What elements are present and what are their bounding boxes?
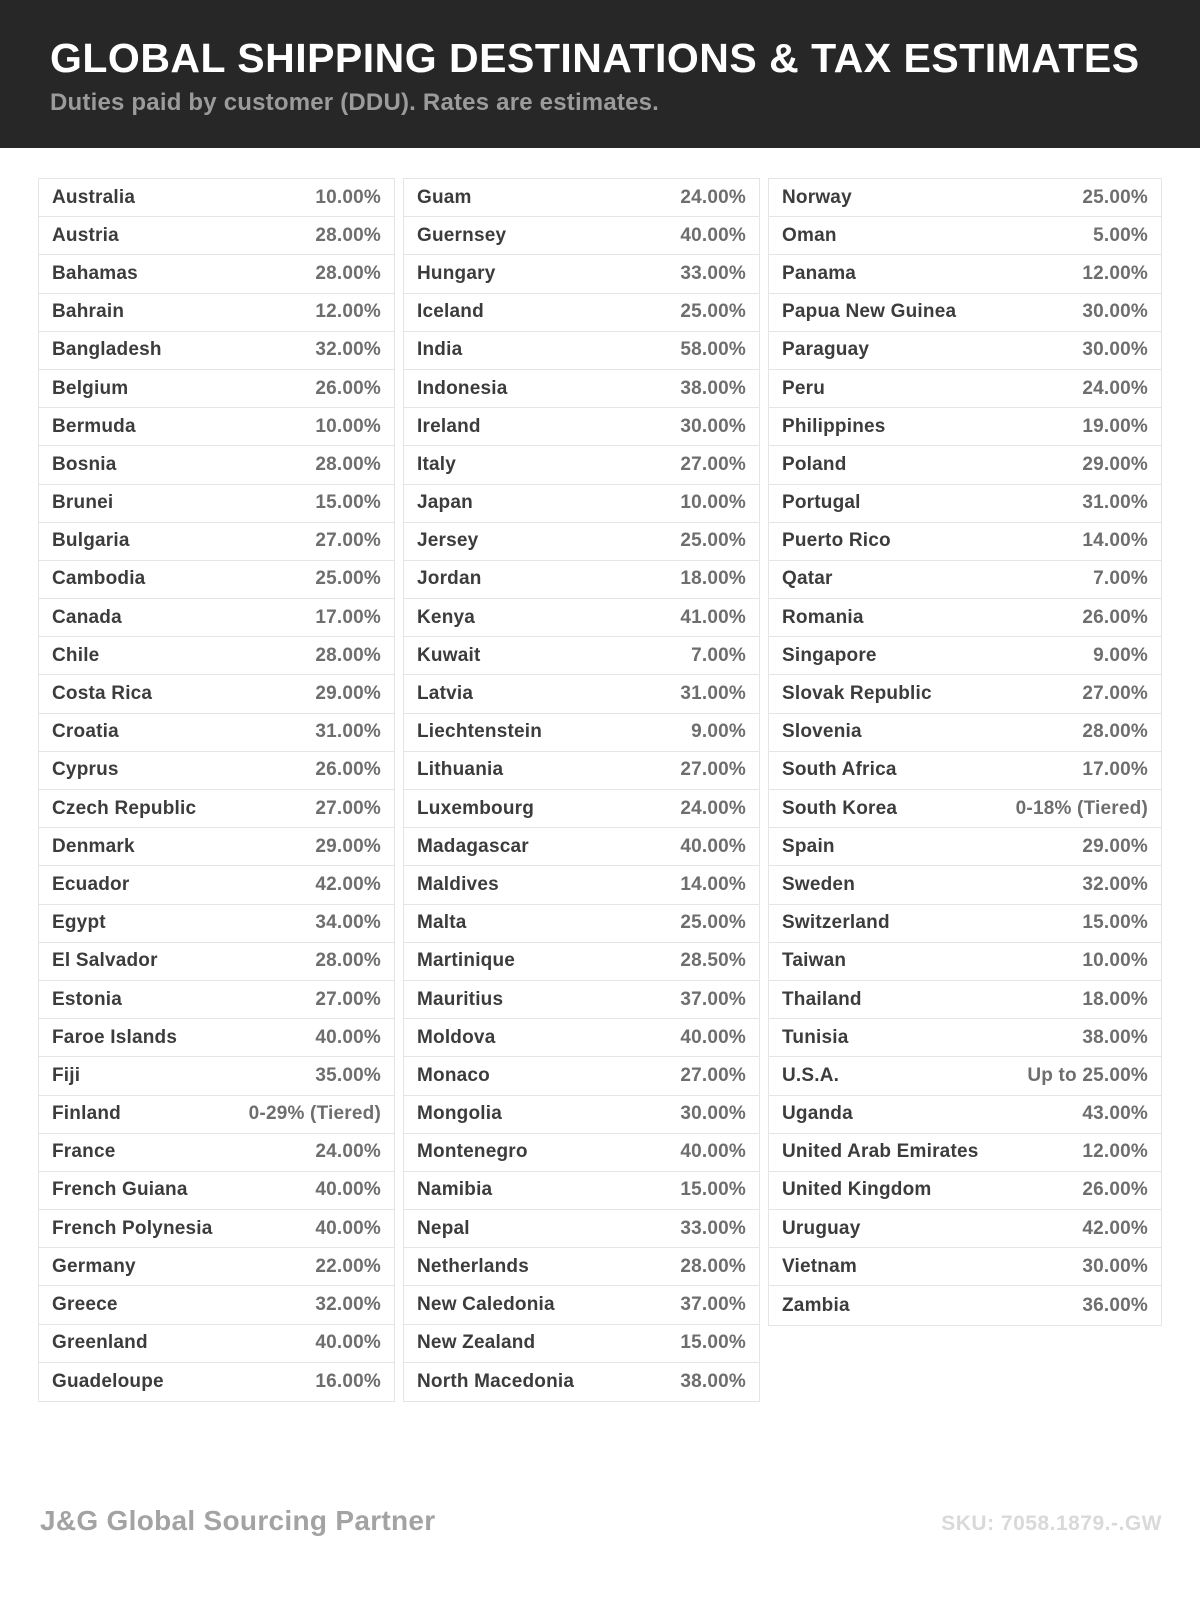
- sku-label: SKU: 7058.1879.-.GW: [941, 1512, 1162, 1535]
- table-row: [404, 637, 759, 675]
- tax-rate: 29.00%: [315, 683, 381, 705]
- table-row: [404, 943, 759, 981]
- country-name: Bahamas: [52, 262, 138, 284]
- tax-rate: 40.00%: [315, 1026, 381, 1048]
- country-name: Bulgaria: [52, 530, 130, 552]
- country-name: Faroe Islands: [52, 1026, 178, 1048]
- country-name: Lithuania: [417, 759, 504, 781]
- table-row: [404, 828, 759, 866]
- country-name: Guernsey: [417, 224, 507, 246]
- tax-rate: 38.00%: [680, 1370, 746, 1392]
- tax-rate: 25.00%: [680, 301, 746, 323]
- tax-rate: 40.00%: [680, 1026, 746, 1048]
- country-name: Sweden: [782, 873, 855, 895]
- tax-rate: 43.00%: [1082, 1103, 1148, 1125]
- country-name: Denmark: [52, 835, 135, 857]
- tax-rate: 40.00%: [315, 1332, 381, 1354]
- tax-rate: 15.00%: [680, 1332, 746, 1354]
- country-name: Guadeloupe: [52, 1370, 164, 1392]
- country-name: Ecuador: [52, 873, 130, 895]
- tax-rate: 38.00%: [1082, 1026, 1148, 1048]
- table-row: [769, 905, 1161, 943]
- tax-rate: 28.00%: [315, 950, 381, 972]
- tax-rate: 31.00%: [680, 683, 746, 705]
- tax-rate: 27.00%: [315, 530, 381, 552]
- tax-rate: 12.00%: [1082, 1141, 1148, 1163]
- table-row: [39, 943, 394, 981]
- table-row: [39, 828, 394, 866]
- country-name: South Korea: [782, 797, 898, 819]
- country-name: Egypt: [52, 912, 106, 934]
- tax-rate: 38.00%: [680, 377, 746, 399]
- country-name: Bermuda: [52, 415, 136, 437]
- table-row: [769, 446, 1161, 484]
- tax-rate: 28.00%: [315, 224, 381, 246]
- tax-rate: 31.00%: [1082, 492, 1148, 514]
- table-row: [404, 217, 759, 255]
- table-row: [404, 561, 759, 599]
- country-name: Bahrain: [52, 301, 125, 323]
- table-row: [769, 599, 1161, 637]
- country-name: Thailand: [782, 988, 862, 1010]
- table-row: [404, 1210, 759, 1248]
- tax-rate: 25.00%: [315, 568, 381, 590]
- tax-rate: 40.00%: [680, 224, 746, 246]
- table-row: [39, 599, 394, 637]
- country-name: Romania: [782, 606, 864, 628]
- table-row: [769, 1286, 1161, 1324]
- table-row: [39, 1134, 394, 1172]
- tax-rate: 41.00%: [680, 606, 746, 628]
- tax-rate: 7.00%: [1093, 568, 1148, 590]
- tax-rate: 26.00%: [315, 377, 381, 399]
- table-row: [769, 1172, 1161, 1210]
- country-name: Peru: [782, 377, 826, 399]
- country-name: Brunei: [52, 492, 114, 514]
- tax-rate: 30.00%: [680, 415, 746, 437]
- table-row: [769, 255, 1161, 293]
- table-row: [404, 790, 759, 828]
- table-row: [769, 981, 1161, 1019]
- tax-rate: 10.00%: [680, 492, 746, 514]
- table-row: [39, 1210, 394, 1248]
- tax-rate: 40.00%: [680, 835, 746, 857]
- table-row: [39, 1248, 394, 1286]
- table-row: [404, 1019, 759, 1057]
- tax-rate: 30.00%: [1082, 339, 1148, 361]
- tax-rate: 10.00%: [315, 186, 381, 208]
- country-name: Hungary: [417, 262, 496, 284]
- tax-rate: 24.00%: [680, 797, 746, 819]
- table-row: [404, 1286, 759, 1324]
- tax-rate: 25.00%: [1082, 186, 1148, 208]
- country-name: Germany: [52, 1255, 136, 1277]
- country-name: Netherlands: [417, 1255, 530, 1277]
- table-row: [404, 370, 759, 408]
- table-column-3: [768, 178, 1162, 1326]
- tax-rate: 33.00%: [680, 1217, 746, 1239]
- tax-rate: Up to 25.00%: [1027, 1064, 1148, 1086]
- country-name: Cambodia: [52, 568, 146, 590]
- table-row: [404, 1096, 759, 1134]
- table-row: [404, 1057, 759, 1095]
- tax-rate: 0-29% (Tiered): [248, 1103, 381, 1125]
- table-row: [39, 485, 394, 523]
- tax-rate: 37.00%: [680, 1294, 746, 1316]
- tax-rate: 32.00%: [1082, 873, 1148, 895]
- table-row: [769, 1057, 1161, 1095]
- table-row: [769, 1096, 1161, 1134]
- country-name: Singapore: [782, 644, 877, 666]
- country-name: Panama: [782, 262, 857, 284]
- page-header: [0, 0, 1200, 148]
- tax-rate: 30.00%: [1082, 1255, 1148, 1277]
- tax-rate: 30.00%: [680, 1103, 746, 1125]
- tax-rate: 9.00%: [691, 721, 746, 743]
- country-name: Cyprus: [52, 759, 119, 781]
- table-row: [769, 179, 1161, 217]
- tax-rate: 58.00%: [680, 339, 746, 361]
- tax-rate: 9.00%: [1093, 644, 1148, 666]
- tax-rate: 32.00%: [315, 1294, 381, 1316]
- country-name: Moldova: [417, 1026, 496, 1048]
- tax-rate-table: [38, 178, 1162, 1402]
- table-row: [39, 752, 394, 790]
- tax-rate: 28.00%: [315, 644, 381, 666]
- table-row: [404, 1363, 759, 1401]
- tax-rate: 16.00%: [315, 1370, 381, 1392]
- country-name: Paraguay: [782, 339, 870, 361]
- country-name: Montenegro: [417, 1141, 528, 1163]
- tax-rate: 26.00%: [315, 759, 381, 781]
- tax-rate: 27.00%: [315, 988, 381, 1010]
- country-name: India: [417, 339, 463, 361]
- country-name: Guam: [417, 186, 472, 208]
- table-row: [404, 714, 759, 752]
- tax-rate: 24.00%: [1082, 377, 1148, 399]
- table-row: [39, 446, 394, 484]
- tax-rate: 24.00%: [680, 186, 746, 208]
- page-title: GLOBAL SHIPPING DESTINATIONS & TAX ESTIMATES: [50, 35, 1140, 81]
- table-row: [39, 408, 394, 446]
- country-name: North Macedonia: [417, 1370, 575, 1392]
- country-name: Slovenia: [782, 721, 862, 743]
- country-name: United Kingdom: [782, 1179, 932, 1201]
- country-name: Italy: [417, 453, 457, 475]
- table-row: [769, 1134, 1161, 1172]
- country-name: Finland: [52, 1103, 121, 1125]
- table-row: [769, 1019, 1161, 1057]
- table-row: [39, 255, 394, 293]
- tax-rate: 33.00%: [680, 262, 746, 284]
- table-row: [404, 599, 759, 637]
- country-name: Austria: [52, 224, 119, 246]
- country-name: New Zealand: [417, 1332, 536, 1354]
- tax-rate: 29.00%: [1082, 835, 1148, 857]
- table-row: [39, 637, 394, 675]
- country-name: Norway: [782, 186, 852, 208]
- table-row: [404, 1325, 759, 1363]
- table-row: [404, 332, 759, 370]
- country-name: Nepal: [417, 1217, 470, 1239]
- tax-rate: 27.00%: [1082, 683, 1148, 705]
- country-name: French Polynesia: [52, 1217, 213, 1239]
- tax-rate: 25.00%: [680, 912, 746, 934]
- tax-rate: 0-18% (Tiered): [1015, 797, 1148, 819]
- country-name: Canada: [52, 606, 122, 628]
- country-name: Luxembourg: [417, 797, 535, 819]
- table-row: [769, 294, 1161, 332]
- country-name: Philippines: [782, 415, 886, 437]
- tax-rate: 36.00%: [1082, 1294, 1148, 1316]
- table-row: [769, 370, 1161, 408]
- country-name: Slovak Republic: [782, 683, 932, 705]
- country-name: Iceland: [417, 301, 484, 323]
- tax-rate: 28.00%: [315, 262, 381, 284]
- tax-rate: 26.00%: [1082, 1179, 1148, 1201]
- table-row: [39, 179, 394, 217]
- country-name: Czech Republic: [52, 797, 197, 819]
- country-name: Vietnam: [782, 1255, 857, 1277]
- country-name: Martinique: [417, 950, 516, 972]
- tax-rate: 42.00%: [315, 873, 381, 895]
- table-row: [769, 714, 1161, 752]
- table-row: [769, 637, 1161, 675]
- table-row: [39, 866, 394, 904]
- tax-rate: 24.00%: [315, 1141, 381, 1163]
- country-name: Australia: [52, 186, 136, 208]
- tax-rate: 29.00%: [315, 835, 381, 857]
- country-name: Taiwan: [782, 950, 847, 972]
- tax-rate: 10.00%: [1082, 950, 1148, 972]
- country-name: Indonesia: [417, 377, 508, 399]
- country-name: Greece: [52, 1294, 118, 1316]
- country-name: Ireland: [417, 415, 481, 437]
- tax-rate: 31.00%: [315, 721, 381, 743]
- country-name: Poland: [782, 453, 847, 475]
- table-row: [39, 675, 394, 713]
- country-name: Bangladesh: [52, 339, 162, 361]
- tax-rate: 22.00%: [315, 1255, 381, 1277]
- country-name: Kuwait: [417, 644, 481, 666]
- table-row: [404, 1134, 759, 1172]
- country-name: Belgium: [52, 377, 129, 399]
- country-name: New Caledonia: [417, 1294, 555, 1316]
- tax-rate: 26.00%: [1082, 606, 1148, 628]
- country-name: Bosnia: [52, 453, 117, 475]
- table-row: [404, 1248, 759, 1286]
- country-name: Switzerland: [782, 912, 890, 934]
- tax-rate: 10.00%: [315, 415, 381, 437]
- tax-rate: 28.00%: [1082, 721, 1148, 743]
- tax-rate: 42.00%: [1082, 1217, 1148, 1239]
- country-name: Latvia: [417, 683, 474, 705]
- page-footer: [40, 1505, 1162, 1537]
- tax-rate: 17.00%: [1082, 759, 1148, 781]
- country-name: U.S.A.: [782, 1064, 840, 1086]
- country-name: Mongolia: [417, 1103, 502, 1125]
- country-name: Uganda: [782, 1103, 853, 1125]
- table-row: [769, 828, 1161, 866]
- page-subtitle: Duties paid by customer (DDU). Rates are estimates.: [50, 89, 660, 117]
- table-row: [404, 905, 759, 943]
- country-name: Tunisia: [782, 1026, 849, 1048]
- table-row: [769, 561, 1161, 599]
- tax-rate: 12.00%: [1082, 262, 1148, 284]
- tax-rate: 29.00%: [1082, 453, 1148, 475]
- tax-rate: 25.00%: [680, 530, 746, 552]
- table-row: [769, 1210, 1161, 1248]
- table-row: [39, 1096, 394, 1134]
- table-row: [39, 561, 394, 599]
- table-row: [404, 446, 759, 484]
- country-name: French Guiana: [52, 1179, 188, 1201]
- tax-rate: 14.00%: [680, 873, 746, 895]
- table-row: [404, 752, 759, 790]
- country-name: Liechtenstein: [417, 721, 543, 743]
- tax-rate: 28.00%: [680, 1255, 746, 1277]
- country-name: Papua New Guinea: [782, 301, 957, 323]
- table-row: [769, 408, 1161, 446]
- table-row: [769, 790, 1161, 828]
- tax-rate: 15.00%: [680, 1179, 746, 1201]
- tax-rate: 35.00%: [315, 1064, 381, 1086]
- tax-rate: 14.00%: [1082, 530, 1148, 552]
- tax-rate: 27.00%: [680, 453, 746, 475]
- table-row: [39, 714, 394, 752]
- country-name: South Africa: [782, 759, 897, 781]
- table-row: [39, 905, 394, 943]
- table-row: [39, 1172, 394, 1210]
- tax-rate: 7.00%: [691, 644, 746, 666]
- table-column-1: [38, 178, 395, 1402]
- country-name: United Arab Emirates: [782, 1141, 979, 1163]
- country-name: Estonia: [52, 988, 123, 1010]
- tax-rate: 28.00%: [315, 453, 381, 475]
- country-name: Maldives: [417, 873, 499, 895]
- country-name: Madagascar: [417, 835, 529, 857]
- table-row: [39, 1057, 394, 1095]
- country-name: Costa Rica: [52, 683, 153, 705]
- table-row: [404, 1172, 759, 1210]
- country-name: France: [52, 1141, 116, 1163]
- country-name: Uruguay: [782, 1217, 861, 1239]
- table-row: [39, 1019, 394, 1057]
- table-row: [769, 332, 1161, 370]
- country-name: Zambia: [782, 1294, 850, 1316]
- table-row: [404, 408, 759, 446]
- tax-rate: 17.00%: [315, 606, 381, 628]
- country-name: Japan: [417, 492, 473, 514]
- country-name: Greenland: [52, 1332, 148, 1354]
- tax-rate: 15.00%: [315, 492, 381, 514]
- table-row: [404, 179, 759, 217]
- table-row: [39, 1363, 394, 1401]
- tax-rate: 27.00%: [680, 759, 746, 781]
- tax-rate: 5.00%: [1093, 224, 1148, 246]
- country-name: Croatia: [52, 721, 119, 743]
- tax-rate: 37.00%: [680, 988, 746, 1010]
- table-row: [404, 255, 759, 293]
- table-row: [769, 943, 1161, 981]
- country-name: Puerto Rico: [782, 530, 891, 552]
- tax-rate: 34.00%: [315, 912, 381, 934]
- brand-name: J&G Global Sourcing Partner: [40, 1505, 436, 1536]
- table-row: [39, 1286, 394, 1324]
- country-name: Portugal: [782, 492, 861, 514]
- table-column-2: [403, 178, 760, 1402]
- tax-rate: 32.00%: [315, 339, 381, 361]
- table-row: [39, 790, 394, 828]
- country-name: Mauritius: [417, 988, 504, 1010]
- tax-rate: 40.00%: [315, 1217, 381, 1239]
- table-row: [769, 1248, 1161, 1286]
- table-row: [404, 866, 759, 904]
- country-name: Malta: [417, 912, 467, 934]
- table-row: [404, 523, 759, 561]
- table-row: [39, 332, 394, 370]
- table-row: [404, 485, 759, 523]
- table-row: [39, 294, 394, 332]
- table-row: [39, 981, 394, 1019]
- country-name: Kenya: [417, 606, 476, 628]
- country-name: Oman: [782, 224, 837, 246]
- country-name: Fiji: [52, 1064, 81, 1086]
- country-name: Chile: [52, 644, 100, 666]
- table-row: [769, 866, 1161, 904]
- tax-rate: 19.00%: [1082, 415, 1148, 437]
- tax-rate: 18.00%: [680, 568, 746, 590]
- tax-rate: 27.00%: [680, 1064, 746, 1086]
- table-row: [769, 752, 1161, 790]
- table-row: [39, 217, 394, 255]
- country-name: Qatar: [782, 568, 833, 590]
- table-row: [404, 675, 759, 713]
- tax-rate: 18.00%: [1082, 988, 1148, 1010]
- table-row: [39, 523, 394, 561]
- country-name: Jordan: [417, 568, 482, 590]
- table-row: [39, 370, 394, 408]
- country-name: Spain: [782, 835, 835, 857]
- tax-rate: 28.50%: [680, 950, 746, 972]
- tax-rate: 15.00%: [1082, 912, 1148, 934]
- tax-rate: 40.00%: [680, 1141, 746, 1163]
- table-row: [769, 675, 1161, 713]
- table-row: [769, 485, 1161, 523]
- tax-rate: 30.00%: [1082, 301, 1148, 323]
- tax-rate: 40.00%: [315, 1179, 381, 1201]
- country-name: El Salvador: [52, 950, 158, 972]
- table-row: [769, 523, 1161, 561]
- table-row: [404, 294, 759, 332]
- table-row: [404, 981, 759, 1019]
- table-row: [769, 217, 1161, 255]
- country-name: Monaco: [417, 1064, 490, 1086]
- tax-rate: 27.00%: [315, 797, 381, 819]
- country-name: Jersey: [417, 530, 479, 552]
- tax-rate: 12.00%: [315, 301, 381, 323]
- country-name: Namibia: [417, 1179, 493, 1201]
- table-row: [39, 1325, 394, 1363]
